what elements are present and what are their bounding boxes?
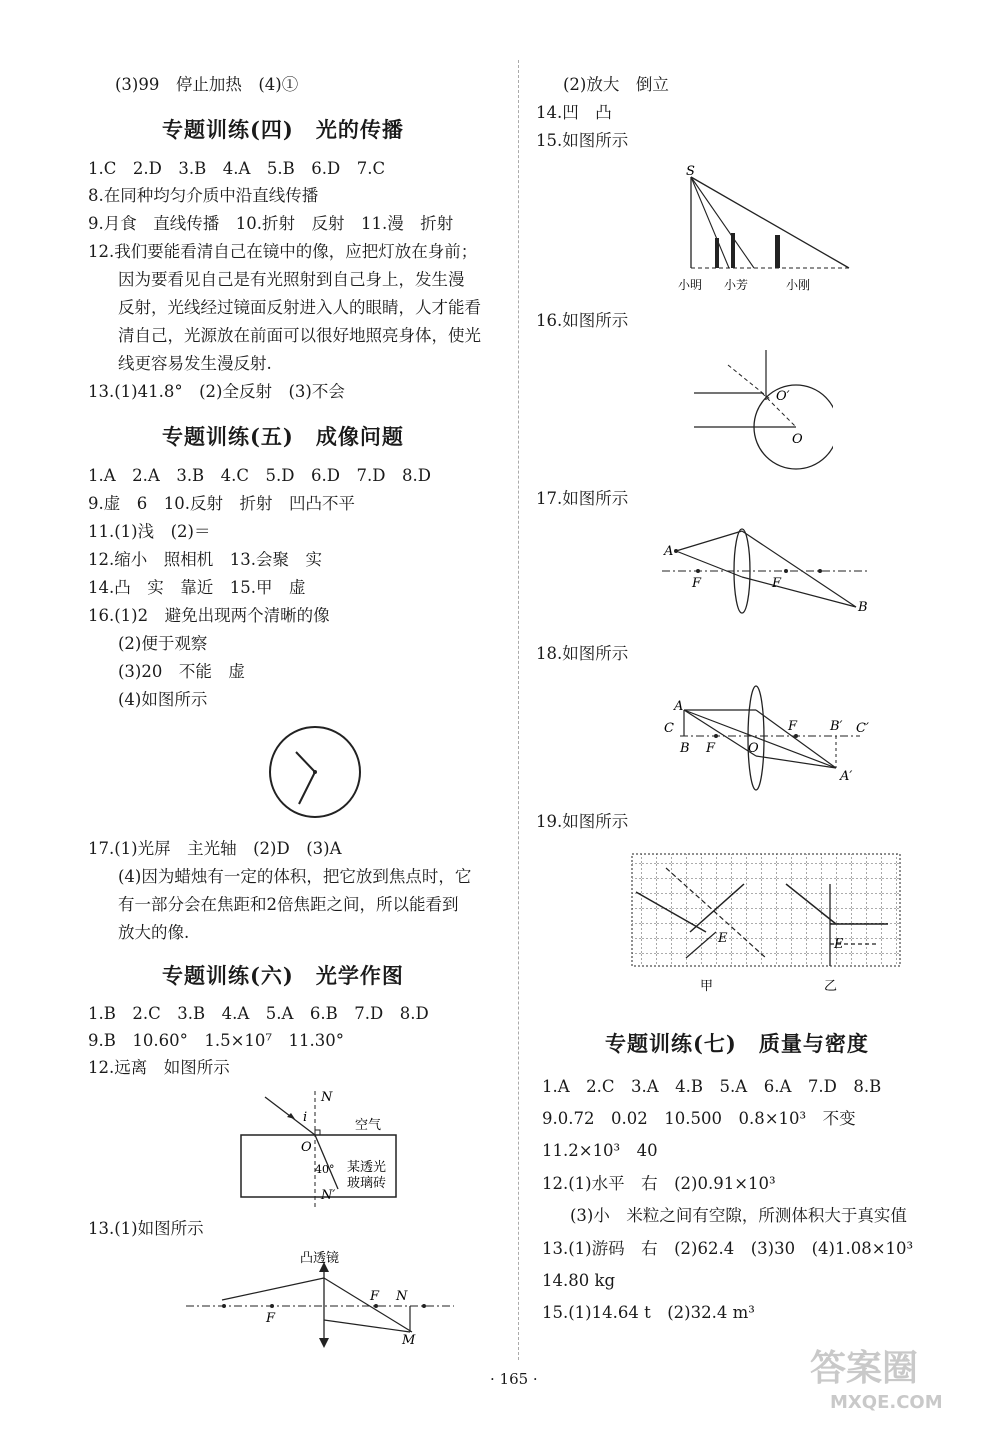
svg-text:O: O bbox=[792, 432, 803, 447]
svg-text:40°: 40° bbox=[315, 1163, 335, 1176]
answer-line: 1.B 2.C 3.B 4.A 5.A 6.B 7.D 8.D bbox=[88, 1004, 429, 1023]
svg-text:F: F bbox=[706, 741, 716, 756]
page-number: · 165 · bbox=[490, 1370, 538, 1388]
svg-text:A: A bbox=[664, 544, 674, 559]
answer-line: (3)小 米粒之间有空隙，所测体积大于真实值 bbox=[570, 1206, 907, 1225]
svg-text:E: E bbox=[718, 931, 728, 946]
answer-line: 16.(1)2 避免出现两个清晰的像 bbox=[88, 606, 330, 625]
answer-line: 11.2×10³ 40 bbox=[542, 1141, 658, 1160]
svg-text:N′: N′ bbox=[321, 1188, 336, 1203]
answer-line: 因为要看见自己是有光照射到自己身上，发生漫 bbox=[118, 270, 465, 289]
svg-text:甲: 甲 bbox=[700, 979, 714, 994]
answer-line: 8.在同种均匀介质中沿直线传播 bbox=[88, 186, 319, 205]
svg-text:空气: 空气 bbox=[355, 1118, 382, 1133]
section-heading-7: 专题训练(七) 质量与密度 bbox=[605, 1031, 869, 1056]
svg-text:O: O bbox=[301, 1140, 312, 1155]
svg-text:B′: B′ bbox=[830, 719, 843, 734]
svg-text:F: F bbox=[788, 719, 798, 734]
answer-line: (2)放大 倒立 bbox=[563, 75, 669, 94]
answer-line: 反射，光线经过镜面反射进入人的眼睛，人才能看 bbox=[118, 298, 481, 317]
answer-line: 14.凸 实 靠近 15.甲 虚 bbox=[88, 578, 306, 597]
answer-line: 15.(1)14.64 t (2)32.4 m³ bbox=[542, 1303, 755, 1322]
answer-line: (3)20 不能 虚 bbox=[118, 662, 245, 681]
svg-text:F: F bbox=[692, 576, 702, 591]
answer-line: 放大的像. bbox=[118, 923, 190, 942]
column-divider bbox=[518, 60, 519, 1360]
answer-line: 9.0.72 0.02 10.500 0.8×10³ 不变 bbox=[542, 1109, 856, 1128]
mirror-grid-figure bbox=[626, 848, 906, 998]
answer-line: 11.(1)浅 (2)＝ bbox=[88, 522, 211, 541]
answer-line: 9.月食 直线传播 10.折射 反射 11.漫 折射 bbox=[88, 214, 454, 233]
answer-line: (2)便于观察 bbox=[118, 634, 208, 653]
glass-sphere-figure bbox=[688, 345, 833, 470]
refraction-figure bbox=[235, 1085, 415, 1210]
svg-text:小芳: 小芳 bbox=[724, 278, 749, 292]
answer-line: 16.如图所示 bbox=[536, 311, 629, 330]
svg-text:B: B bbox=[680, 741, 690, 756]
answer-line: 13.(1)游码 右 (2)62.4 (3)30 (4)1.08×10³ bbox=[542, 1239, 914, 1258]
answer-line: 线更容易发生漫反射. bbox=[118, 354, 272, 373]
answer-line: 12.(1)水平 右 (2)0.91×10³ bbox=[542, 1174, 776, 1193]
answer-line: 13.(1)如图所示 bbox=[88, 1219, 204, 1238]
watermark-url: MXQE.COM bbox=[830, 1392, 943, 1413]
answer-line: 1.A 2.C 3.A 4.B 5.A 6.A 7.D 8.B bbox=[542, 1077, 882, 1096]
answer-line: 清自己，光源放在前面可以很好地照亮身体，使光 bbox=[118, 326, 481, 345]
answer-line: 17.如图所示 bbox=[536, 489, 629, 508]
svg-text:小刚: 小刚 bbox=[786, 278, 811, 292]
answer-line: 12.远离 如图所示 bbox=[88, 1058, 230, 1077]
answer-line: 13.(1)41.8° (2)全反射 (3)不会 bbox=[88, 382, 345, 401]
svg-text:玻璃砖: 玻璃砖 bbox=[347, 1176, 387, 1191]
svg-text:小明: 小明 bbox=[678, 278, 703, 292]
convex-lens-figure bbox=[182, 1248, 457, 1348]
section-heading-4: 专题训练(四) 光的传播 bbox=[162, 117, 404, 142]
answer-line: 12.缩小 照相机 13.会聚 实 bbox=[88, 550, 322, 569]
svg-text:i: i bbox=[303, 1110, 308, 1125]
lens-ray-figure-18 bbox=[660, 680, 875, 805]
section-heading-5: 专题训练(五) 成像问题 bbox=[162, 424, 404, 449]
svg-text:F: F bbox=[370, 1289, 380, 1304]
answer-line: 9.虚 6 10.反射 折射 凹凸不平 bbox=[88, 494, 355, 513]
answer-line: 18.如图所示 bbox=[536, 644, 629, 663]
answer-line: 9.B 10.60° 1.5×10⁷ 11.30° bbox=[88, 1031, 345, 1050]
svg-text:N: N bbox=[321, 1090, 333, 1105]
watermark-logo: 答案圈 bbox=[810, 1348, 919, 1389]
answer-line: 19.如图所示 bbox=[536, 812, 629, 831]
svg-text:O′: O′ bbox=[776, 389, 790, 404]
svg-text:某透光: 某透光 bbox=[347, 1160, 387, 1175]
svg-text:N: N bbox=[396, 1289, 408, 1304]
lens-ray-figure-17 bbox=[660, 525, 875, 630]
answer-line: 15.如图所示 bbox=[536, 131, 629, 150]
svg-text:B: B bbox=[858, 600, 868, 615]
svg-text:F: F bbox=[772, 576, 782, 591]
answer-line: 17.(1)光屏 主光轴 (2)D (3)A bbox=[88, 839, 342, 858]
answer-line: 14.凹 凸 bbox=[536, 103, 612, 122]
svg-text:M: M bbox=[402, 1333, 416, 1348]
answer-line: 有一部分会在焦距和2倍焦距之间，所以能看到 bbox=[118, 895, 459, 914]
answer-line: 1.A 2.A 3.B 4.C 5.D 6.D 7.D 8.D bbox=[88, 466, 431, 485]
answer-line: (4)因为蜡烛有一定的体积，把它放到焦点时，它 bbox=[118, 867, 472, 886]
svg-text:C′: C′ bbox=[856, 721, 869, 736]
svg-text:S: S bbox=[686, 165, 695, 179]
svg-text:A: A bbox=[674, 699, 684, 714]
svg-text:乙: 乙 bbox=[824, 979, 838, 994]
svg-text:C: C bbox=[664, 721, 674, 736]
answer-line: 1.C 2.D 3.B 4.A 5.B 6.D 7.C bbox=[88, 159, 386, 178]
answer-line: (3)99 停止加热 (4)① bbox=[115, 75, 299, 94]
answer-line: 14.80 kg bbox=[542, 1271, 616, 1290]
clock-figure bbox=[265, 722, 365, 822]
section-heading-6: 专题训练(六) 光学作图 bbox=[162, 963, 404, 988]
svg-text:F: F bbox=[266, 1311, 276, 1326]
svg-text:O: O bbox=[748, 741, 759, 756]
answer-line: 12.我们要能看清自己在镜中的像，应把灯放在身前； bbox=[88, 242, 478, 261]
svg-text:A′: A′ bbox=[840, 769, 853, 784]
shadow-figure bbox=[674, 165, 859, 295]
svg-text:E: E bbox=[834, 937, 844, 952]
svg-text:凸透镜: 凸透镜 bbox=[300, 1251, 340, 1266]
answer-line: (4)如图所示 bbox=[118, 690, 208, 709]
